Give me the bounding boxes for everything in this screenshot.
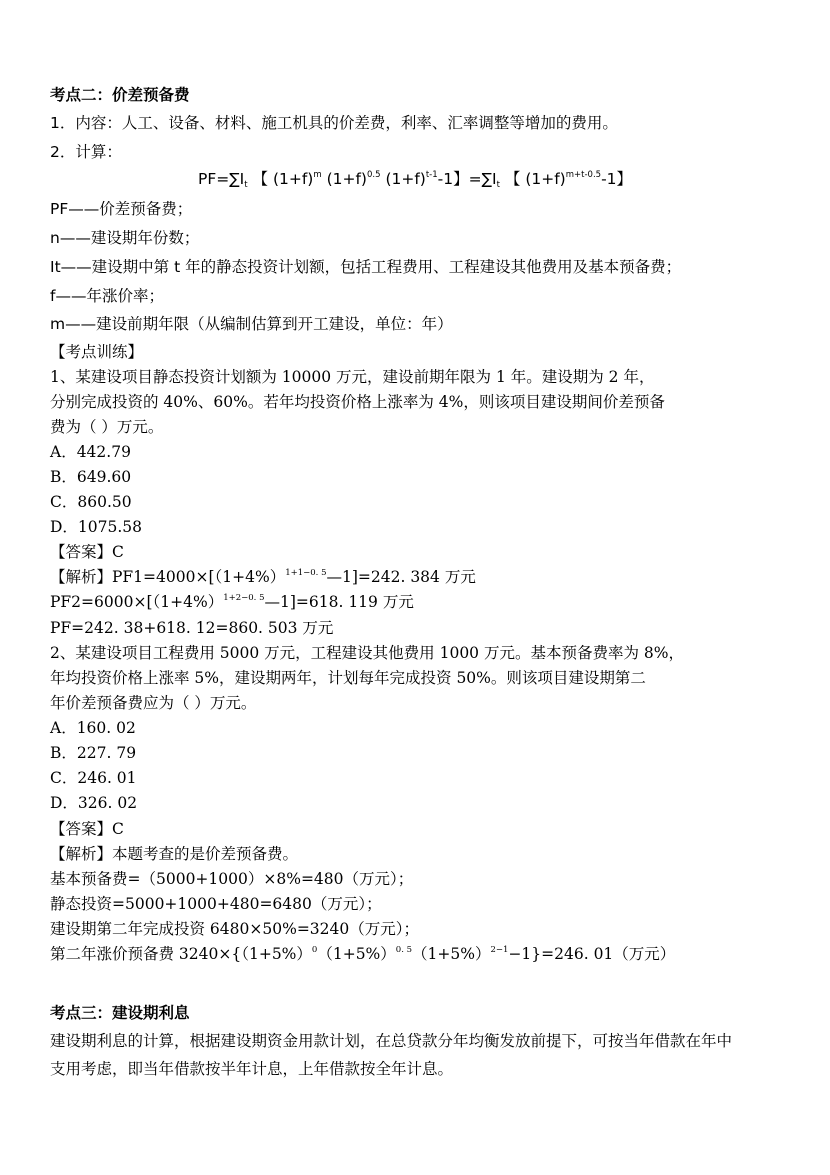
question-line: 分别完成投资的 40%、60%。若年均投资价格上涨率为 4%，则该项目建设期间价差预备 <box>50 393 665 411</box>
content-line: 1．内容：人工、设备、材料、施工机具的价差费，利率、汇率调整等增加的费用。 <box>50 114 618 132</box>
paragraph-line: 支用考虑，即当年借款按半年计息，上年借款按全年计息。 <box>50 1060 454 1078</box>
answer-line: 【答案】C <box>50 543 124 561</box>
explanation-sup: 0. 5 <box>395 945 413 955</box>
definition-line: f——年涨价率； <box>50 287 164 305</box>
option-a: A．442.79 <box>50 443 131 461</box>
paragraph-line: 建设期利息的计算，根据建设期资金用款计划，在总贷款分年均衡发放前提下，可按当年借款在年中 <box>50 1032 733 1050</box>
explanation-sup: 2−1 <box>490 945 509 955</box>
option-d: D．1075.58 <box>50 518 143 536</box>
question-line: 年均投资价格上涨率 5%，建设期两年，计划每年完成投资 50%。则该项目建设期第二 <box>50 669 646 687</box>
question-line: 年价差预备费应为（ ）万元。 <box>50 694 257 712</box>
explanation-line: 建设期第二年完成投资 6480×50%=3240（万元）； <box>50 920 419 938</box>
explanation-part: （1+5%） <box>412 945 491 963</box>
formula-sub: t <box>496 180 500 190</box>
explanation-line: 静态投资=5000+1000+480=6480（万元）； <box>50 895 382 913</box>
formula-part: (1+f) <box>326 170 367 188</box>
definition-line: m——建设前期年限（从编制估算到开工建设，单位：年） <box>50 315 453 333</box>
explanation-line <box>50 566 476 588</box>
formula-part: 【 (1+f) <box>504 170 566 188</box>
question-line: 费为（ ）万元。 <box>50 418 164 436</box>
training-heading: 【考点训练】 <box>50 343 144 361</box>
explanation-sup: 0 <box>311 945 318 955</box>
question-line: 2、某建设项目工程费用 5000 万元，工程建设其他费用 1000 万元。基本预备费率为 8%， <box>50 644 684 662</box>
calc-line: 2．计算： <box>50 143 122 161</box>
formula <box>0 168 830 190</box>
explanation-part: 【解析】PF1=4000×[（1+4%） <box>50 568 286 586</box>
option-c: C．246. 01 <box>50 769 137 787</box>
option-b: B．227. 79 <box>50 744 137 762</box>
option-a: A．160. 02 <box>50 719 136 737</box>
explanation-line: PF=242. 38+618. 12=860. 503 万元 <box>50 619 334 637</box>
formula-sup: t-1 <box>425 170 438 180</box>
formula-sup: 0.5 <box>366 170 381 180</box>
formula-part: 【 (1+f) <box>252 170 314 188</box>
explanation-part: 第二年涨价预备费 3240×{（1+5%） <box>50 945 312 963</box>
explanation-sup: 1+2−0. 5 <box>223 593 265 603</box>
explanation-line <box>50 943 675 965</box>
formula-sup: m <box>313 170 322 180</box>
option-b: B．649.60 <box>50 468 132 486</box>
explanation-part: （1+5%） <box>317 945 396 963</box>
explanation-part: —1]=242. 384 万元 <box>326 568 476 586</box>
explanation-line <box>50 591 414 613</box>
explanation-line: 基本预备费=（5000+1000）×8%=480（万元）； <box>50 870 414 888</box>
formula-part: (1+f) <box>385 170 426 188</box>
section-heading-interest: 考点三：建设期利息 <box>50 1004 190 1022</box>
section-heading-price-reserve: 考点二：价差预备费 <box>50 86 190 104</box>
option-d: D．326. 02 <box>50 794 138 812</box>
definition-line: n——建设期年份数； <box>50 229 200 247</box>
explanation-part: —1]=618. 119 万元 <box>264 593 414 611</box>
explanation-part: PF2=6000×[（1+4%） <box>50 593 224 611</box>
definition-line: PF——价差预备费； <box>50 200 193 218</box>
formula-part: -1】 <box>601 170 633 188</box>
formula-sup: m+t-0.5 <box>565 170 602 180</box>
question-line: 1、某建设项目静态投资计划额为 10000 万元，建设前期年限为 1 年。建设期为 2 年， <box>50 368 655 386</box>
explanation-sup: 1+1−0. 5 <box>285 568 327 578</box>
explanation-line: 【解析】本题考查的是价差预备费。 <box>50 845 299 863</box>
formula-part: PF=∑I <box>197 170 245 188</box>
definition-line: It——建设期中第 t 年的静态投资计划额，包括工程费用、工程建设其他费用及基本预备费； <box>50 258 682 276</box>
explanation-part: −1}=246. 01（万元） <box>508 945 676 963</box>
option-c: C．860.50 <box>50 493 132 511</box>
answer-line: 【答案】C <box>50 820 124 838</box>
formula-sub: t <box>244 180 248 190</box>
formula-part: -1】=∑I <box>437 170 497 188</box>
